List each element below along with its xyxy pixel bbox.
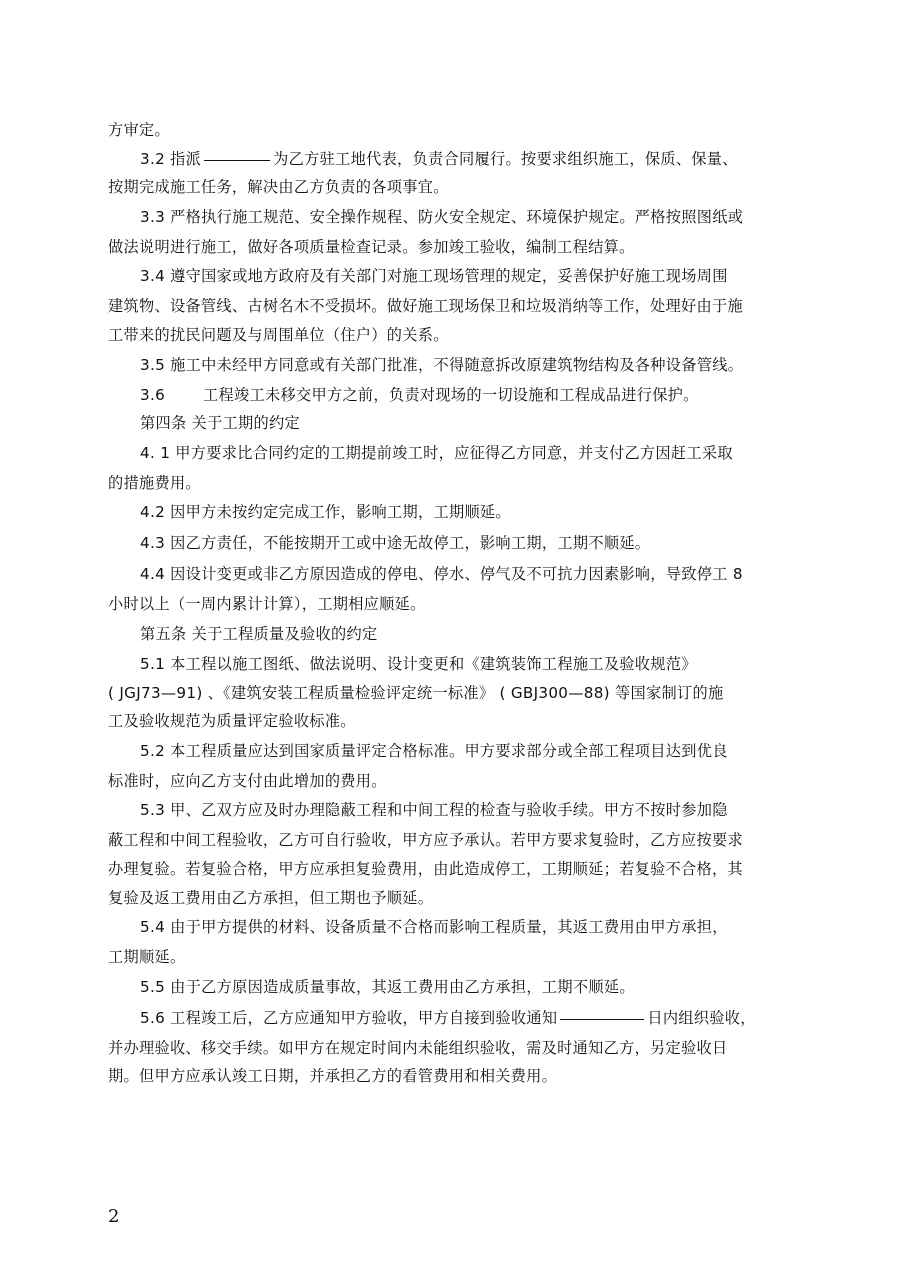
text-line: 建筑物、设备管线、古树名木不受损坏。做好施工现场保卫和垃圾消纳等工作，处理好由于施 xyxy=(108,297,743,316)
clause-4-2: 4.2 因甲方未按约定完成工作，影响工期，工期顺延。 xyxy=(140,503,511,522)
clause-5-5: 5.5 由于乙方原因造成质量事故，其返工费用由乙方承担，工期不顺延。 xyxy=(140,977,635,996)
text-line: 办理复验。若复验合格，甲方应承担复验费用，由此造成停工，工期顺延；若复验不合格，其 xyxy=(108,859,743,878)
clause-5-2: 5.2 本工程质量应达到国家质量评定合格标准。甲方要求部分或全部工程项目达到优良 xyxy=(140,741,728,760)
article-4-heading: 第四条 关于工期的约定 xyxy=(140,414,301,433)
text-line: 方审定。 xyxy=(108,121,170,139)
text-line: 标准时，应向乙方支付由此增加的费用。 xyxy=(108,771,387,790)
clause-3-4: 3.4 遵守国家或地方政府及有关部门对施工现场管理的规定，妥善保护好施工现场周围 xyxy=(140,267,728,286)
clause-5-6: 5.6 工程竣工后，乙方应通知甲方验收，甲方自接到验收通知 日内组织验收， xyxy=(140,1008,756,1027)
article-5-heading: 第五条 关于工程质量及验收的约定 xyxy=(140,624,378,643)
blank-field-representative xyxy=(204,159,270,161)
text-line: 做法说明进行施工，做好各项质量检查记录。参加竣工验收，编制工程结算。 xyxy=(108,237,635,256)
text-line: 工及验收规范为质量评定验收标准。 xyxy=(108,712,356,731)
clause-3-6: 3.6 工程竣工未移交甲方之前，负责对现场的一切设施和工程成品进行保护。 xyxy=(140,385,699,404)
blank-field-days xyxy=(560,1018,644,1020)
clause-4-1: 4. 1 甲方要求比合同约定的工期提前竣工时，应征得乙方同意，并支付乙方因赶工采取 xyxy=(140,443,733,462)
text-line: 小时以上（一周内累计计算），工期相应顺延。 xyxy=(108,595,426,614)
clause-4-3: 4.3 因乙方责任，不能按期开工或中途无故停工，影响工期，工期不顺延。 xyxy=(140,534,651,553)
clause-5-3: 5.3 甲、乙双方应及时办理隐蔽工程和中间工程的检查与验收手续。甲方不按时参加隐 xyxy=(140,801,728,820)
text-line: 工期顺延。 xyxy=(108,948,186,967)
clause-4-4: 4.4 因设计变更或非乙方原因造成的停电、停水、停气及不可抗力因素影响，导致停工 8 xyxy=(140,565,743,584)
clause-3-5: 3.5 施工中未经甲方同意或有关部门批准，不得随意拆改原建筑物结构及各种设备管线。 xyxy=(140,355,744,374)
text-line: ( JGJ73—91) 、《建筑安装工程质量检验评定统一标准》 ( GBJ300—88) 等国家制订的施 xyxy=(108,683,724,702)
text-line: 蔽工程和中间工程验收，乙方可自行验收，甲方应予承认。若甲方要求复验时，乙方应按要求 xyxy=(108,831,743,850)
text-line: 按期完成施工任务，解决由乙方负责的各项事宜。 xyxy=(108,178,449,197)
page-number: 2 xyxy=(108,1206,120,1227)
clause-5-4: 5.4 由于甲方提供的材料、设备质量不合格而影响工程质量，其返工费用由甲方承担， xyxy=(140,918,728,937)
clause-5-1: 5.1 本工程以施工图纸、做法说明、设计变更和《建筑装饰工程施工及验收规范》 xyxy=(140,654,697,673)
text-line: 期。但甲方应承认竣工日期，并承担乙方的看管费用和相关费用。 xyxy=(108,1067,558,1086)
text-line: 复验及返工费用由乙方承担，但工期也予顺延。 xyxy=(108,888,434,907)
clause-3-2: 3.2 指派 为乙方驻工地代表，负责合同履行。按要求组织施工，保质、保量、 xyxy=(140,149,738,168)
text-line: 的措施费用。 xyxy=(108,473,201,492)
contract-body xyxy=(108,116,802,1091)
text-line: 并办理验收、移交手续。如甲方在规定时间内未能组织验收，需及时通知乙方，另定验收日 xyxy=(108,1038,728,1057)
text-line: 工带来的扰民问题及与周围单位（住户）的关系。 xyxy=(108,325,449,344)
clause-3-3: 3.3 严格执行施工规范、安全操作规程、防火安全规定、环境保护规定。严格按照图纸或 xyxy=(140,207,744,226)
